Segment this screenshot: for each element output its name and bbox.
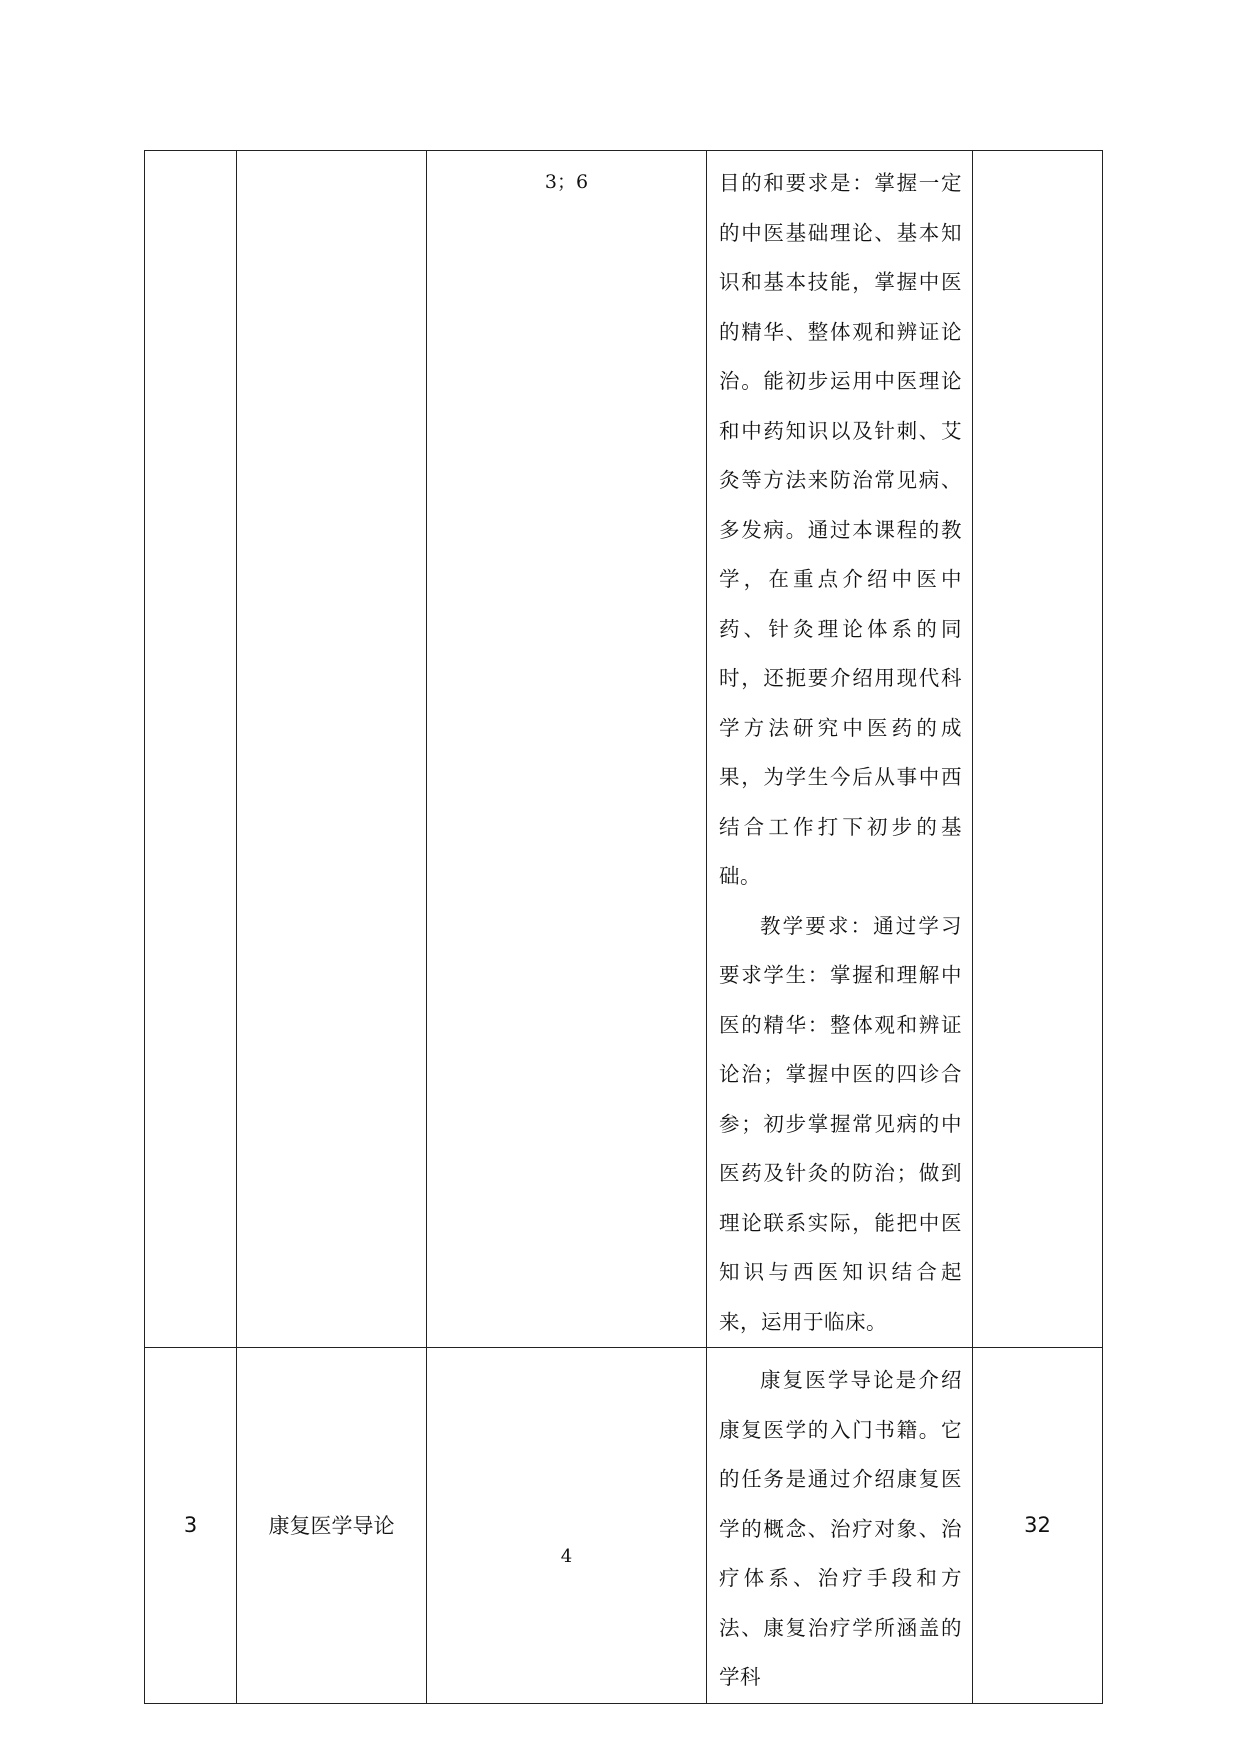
semester-cell <box>427 151 707 1348</box>
course-table <box>144 150 1103 1704</box>
table-row <box>145 1348 1103 1704</box>
description-cell <box>707 1348 973 1704</box>
course-number-cell <box>145 151 237 1348</box>
description-cell <box>707 151 973 1348</box>
hours-cell <box>973 151 1103 1348</box>
course-number-cell: 3 <box>145 1348 237 1704</box>
description-paragraph: 教学要求：通过学习要求学生：掌握和理解中医的精华：整体观和辨证论治；掌握中医的四诊合参；初步掌握常见病的中医药及针灸的防治；做到理论联系实际，能把中医知识与西医知识结合起来，运用于临床。 <box>719 913 962 1334</box>
hours-cell: 32 <box>973 1348 1103 1704</box>
semester-value: 4 <box>560 1546 573 1567</box>
course-name-cell: 康复医学导论 <box>237 1348 427 1704</box>
semester-value: 3；6 <box>544 171 589 193</box>
description-paragraph: 目的和要求是：掌握一定的中医基础理论、基本知识和基本技能，掌握中医的精华、整体观和辨证论治。能初步运用中医理论和中药知识以及针刺、艾灸等方法来防治常见病、多发病。通过本课程的教学，在重点介绍中医中药、针灸理论体系的同时，还扼要介绍用现代科学方法研究中医药的成果，为学生今后从事中西结合工作打下初步的基础。 <box>719 171 962 888</box>
description-paragraph: 康复医学导论是介绍康复医学的入门书籍。它的任务是通过介绍康复医学的概念、治疗对象、治疗体系、治疗手段和方法、康复治疗学所涵盖的学科 <box>719 1368 962 1689</box>
course-name-cell <box>237 151 427 1348</box>
table-row <box>145 151 1103 1348</box>
semester-cell <box>427 1348 707 1704</box>
